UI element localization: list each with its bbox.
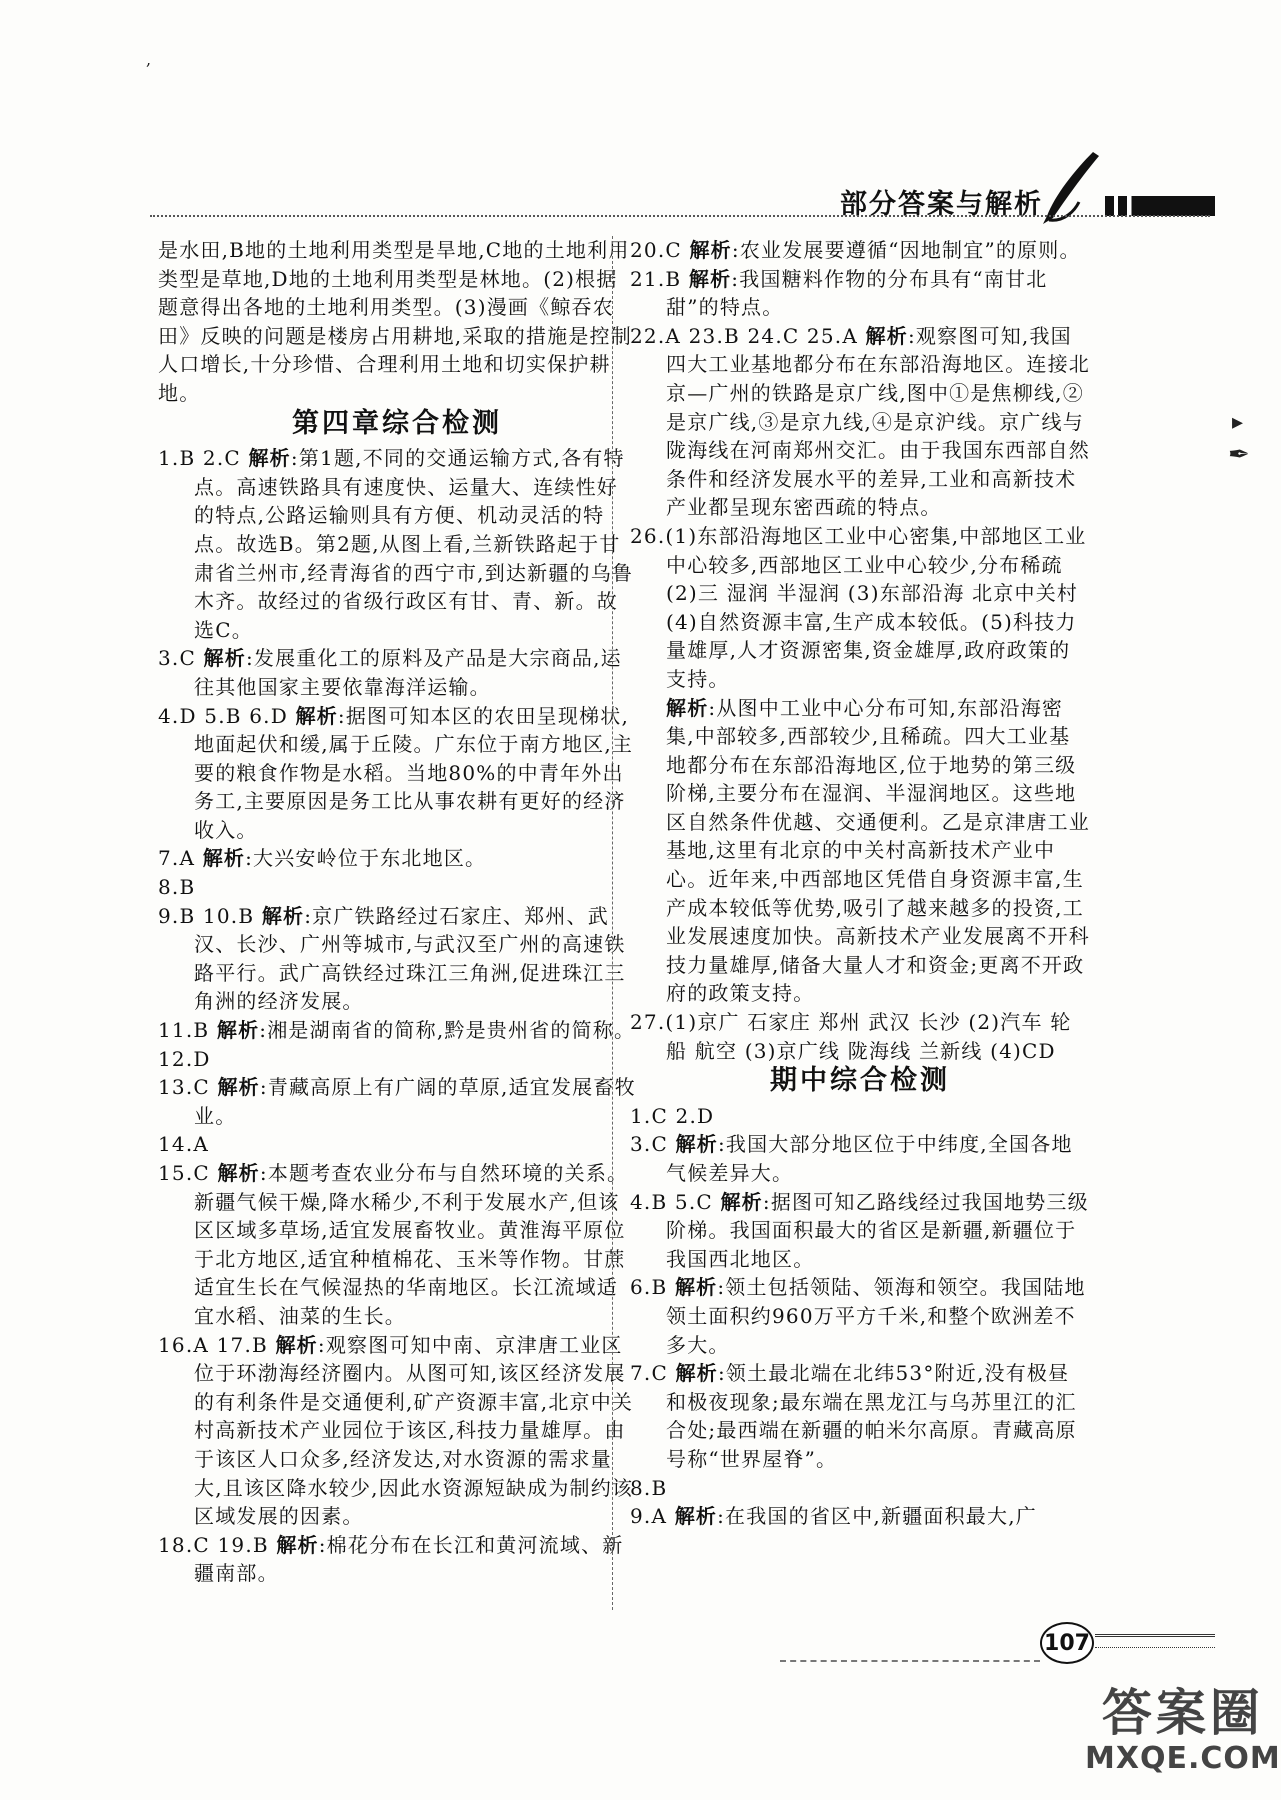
pen-icon bbox=[1035, 150, 1105, 225]
watermark-top-text: 答案圈 bbox=[1101, 1684, 1264, 1742]
section-heading-chapter4: 第四章综合检测 bbox=[292, 407, 502, 439]
answer-item: 4.D 5.B 6.D 解析:据图可知本区的农田呈现梯状,地面起伏和缓,属于丘陵。广东位于南方地区,主要的粮食作物是水稻。当地80%的中青年外出务工,主要原因是务工比从事农耕有更好的经济收入。 bbox=[158, 703, 634, 842]
header-title: 部分答案与解析 bbox=[840, 189, 1043, 220]
answer-item-26: 26.(1)东部沿海地区工业中心密集,中部地区工业中心较多,西部地区工业中心较少,分布稀疏 (2)三 湿润 半湿润 (3)东部沿海 北京中关村 (4)自然资源丰富,生产成本较低。(5)科技力量雄厚,人才资源密集,资金雄厚,政府政策的支持。 bbox=[630, 523, 1087, 691]
answer-item: 1.B 2.C 解析:第1题,不同的交通运输方式,各有特点。高速铁路具有速度快、运量大、连续性好的特点,公路运输则具有方便、机动灵活的特点。故选B。第2题,从图上看,兰新铁路起于甘肃省兰州市,经青海省的西宁市,到达新疆的乌鲁木齐。故经过的省级行政区有甘、青、新。故选C。 bbox=[158, 446, 634, 642]
answer-item: 9.A 解析:在我国的省区中,新疆面积最大,广 bbox=[630, 1504, 1037, 1529]
answer-item-27: 27.(1)京广 石家庄 郑州 武汉 长沙 (2)汽车 轮船 航空 (3)京广线 陇海线 兰新线 (4)CD bbox=[630, 1010, 1072, 1063]
page-number-decoration bbox=[1095, 1634, 1215, 1648]
answer-item: 20.C 解析:农业发展要遵循“因地制宜”的原则。 bbox=[630, 238, 1081, 262]
margin-mark-icon: ▸ bbox=[1232, 410, 1244, 435]
header-decoration-bar bbox=[1105, 196, 1215, 216]
watermark-bottom-text: MXQE.COM bbox=[1085, 1741, 1281, 1776]
answer-item: 9.B 10.B 解析:京广铁路经过石家庄、郑州、武汉、长沙、广州等城市,与武汉至广州的高速铁路平行。武广高铁经过珠江三角洲,促进珠江三角洲的经济发展。 bbox=[158, 903, 626, 1014]
answer-item: 3.C 解析:发展重化工的原料及产品是大宗商品,运往其他国家主要依靠海洋运输。 bbox=[158, 646, 622, 699]
header-rule bbox=[150, 215, 1210, 217]
footer-rule bbox=[780, 1660, 1040, 1662]
answer-item: 11.B 解析:湘是湖南省的简称,黔是贵州省的简称。 bbox=[158, 1018, 636, 1043]
left-column bbox=[158, 236, 636, 1588]
right-column bbox=[630, 236, 1090, 1531]
answer-item: 12.D bbox=[158, 1046, 211, 1071]
answer-item: 16.A 17.B 解析:观察图可知中南、京津唐工业区位于环渤海经济圈内。从图可知,该区经济发展的有利条件是交通便利,矿产资源丰富,北京中关村高新技术产业园位于该区,科技力量雄厚。由于该区人口众多,经济发达,对水资源的需求量大,且该区降水较少,因此水资源短缺成为制约该区域发展的因素。 bbox=[158, 1332, 634, 1529]
answer-explanation-26: 解析:从图中工业中心分布可知,东部沿海密集,中部较多,西部较少,且稀疏。四大工业基地都分布在东部沿海地区,位于地势的第三级阶梯,主要分布在湿润、半湿润地区。这些地区自然条件优越、交通便利。乙是京津唐工业基地,这里有北京的中关村高新技术产业中心。近年来,中西部地区凭借自身资源丰富,生产成本较低等优势,吸引了越来越多的投资,工业发展速度加快。高新技术产业发展离不开科技力量雄厚,储备大量人才和资金;更离不开政府的政策支持。 bbox=[666, 695, 1090, 1006]
margin-mark-icon: , bbox=[146, 50, 152, 69]
answer-item: 13.C 解析:青藏高原上有广阔的草原,适宜发展畜牧业。 bbox=[158, 1075, 636, 1128]
answer-item: 21.B 解析:我国糖料作物的分布具有“南甘北甜”的特点。 bbox=[630, 266, 1048, 320]
answer-item: 8.B bbox=[158, 875, 196, 900]
page-number bbox=[1040, 1622, 1094, 1664]
answer-item: 7.C 解析:领土最北端在北纬53°附近,没有极昼和极夜现象;最东端在黑龙江与乌苏里江的汇合处;最西端在新疆的帕米尔高原。青藏高原号称“世界屋脊”。 bbox=[630, 1361, 1077, 1471]
answer-item: 15.C 解析:本题考查农业分布与自然环境的关系。新疆气候干燥,降水稀少,不利于发展水产,但该区区域多草场,适宜发展畜牧业。黄淮海平原位于北方地区,适宜种植棉花、玉米等作物。甘蔗适宜生长在气候湿热的华南地区。长江流域适宜水稻、油菜的生长。 bbox=[158, 1161, 629, 1328]
answer-item: 18.C 19.B 解析:棉花分布在长江和黄河流域、新疆南部。 bbox=[158, 1532, 624, 1586]
answer-item: 3.C 解析:我国大部分地区位于中纬度,全国各地气候差异大。 bbox=[630, 1132, 1073, 1185]
intro-paragraph: 是水田,B地的土地利用类型是旱地,C地的土地利用类型是草地,D地的土地利用类型是林地。(2)根据题意得出各地的土地利用类型。(3)漫画《鲸吞农田》反映的问题是楼房占用耕地,采取的措施是控制人口增长,十分珍惜、合理利用土地和切实保护耕地。 bbox=[158, 238, 632, 405]
answer-item: 22.A 23.B 24.C 25.A 解析:观察图可知,我国四大工业基地都分布在东部沿海地区。连接北京—广州的铁路是京广线,图中①是焦柳线,②是京广线,③是京九线,④是京沪线。京广线与陇海线在河南郑州交汇。由于我国东西部自然条件和经济发展水平的差异,工业和高新技术产业都呈现东密西疏的特点。 bbox=[630, 323, 1090, 520]
watermark-logo bbox=[1085, 1684, 1281, 1776]
page-number-label: 107 bbox=[1044, 1630, 1090, 1656]
answer-item: 14.A bbox=[158, 1132, 210, 1157]
section-heading-midterm: 期中综合检测 bbox=[770, 1065, 950, 1097]
margin-mark-icon: ✒ bbox=[1228, 440, 1250, 470]
answer-item: 4.B 5.C 解析:据图可知乙路线经过我国地势三级阶梯。我国面积最大的省区是新疆,新疆位于我国西北地区。 bbox=[630, 1189, 1089, 1271]
answer-item: 1.C 2.D bbox=[630, 1103, 715, 1128]
answer-item: 6.B 解析:领土包括领陆、领海和领空。我国陆地领土面积约960万平方千米,和整个欧洲差不多大。 bbox=[630, 1275, 1086, 1357]
column-divider bbox=[612, 236, 613, 1610]
answer-item: 7.A 解析:大兴安岭位于东北地区。 bbox=[158, 846, 487, 871]
answer-item: 8.B bbox=[630, 1475, 668, 1500]
